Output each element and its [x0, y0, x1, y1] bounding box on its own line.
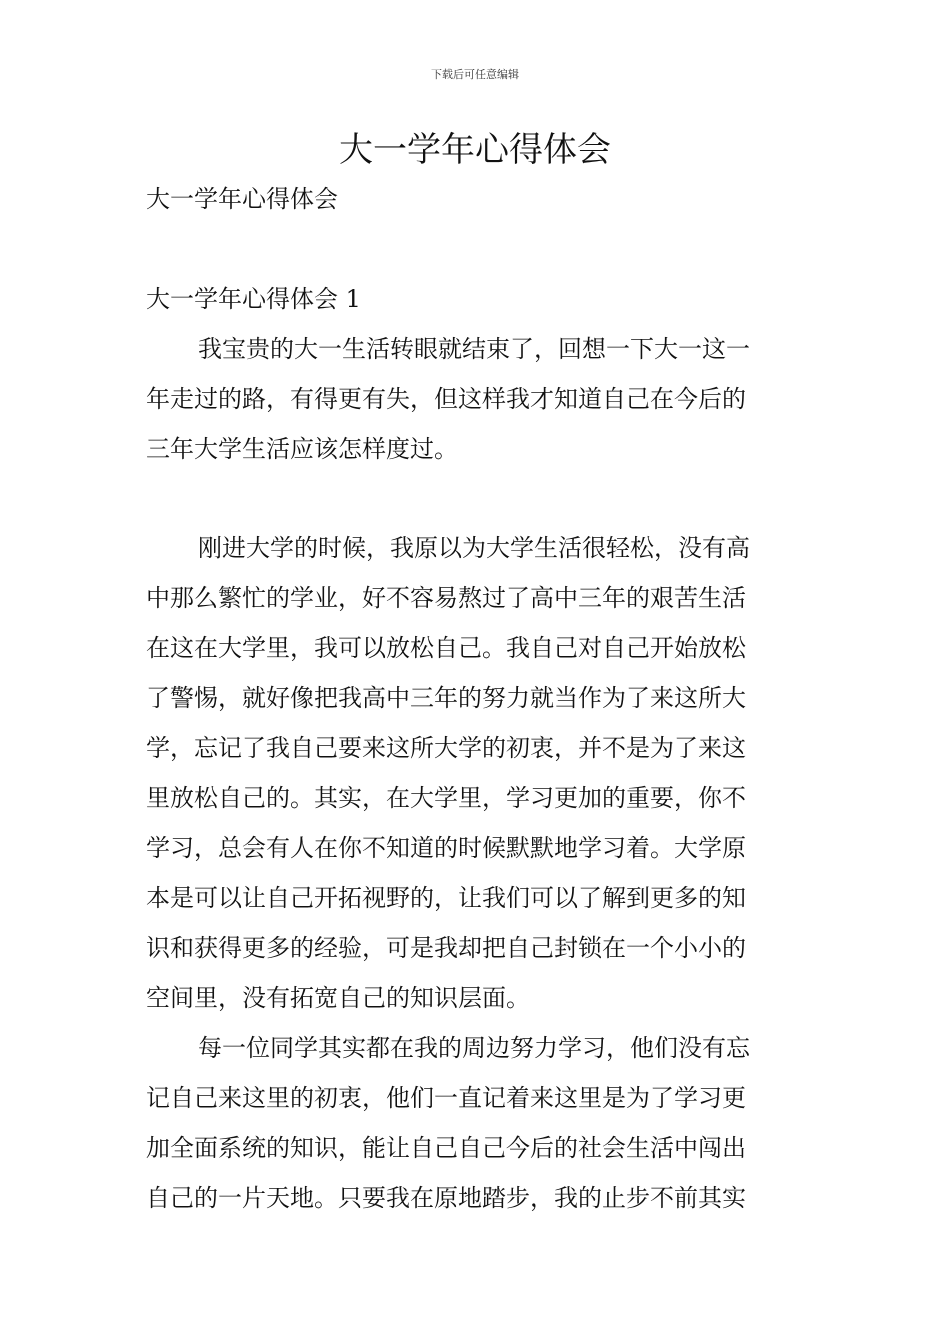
paragraph-2 [146, 533, 806, 1033]
section-heading: 大一学年心得体会 1 [146, 285, 361, 313]
document-subtitle: 大一学年心得体会 [146, 185, 338, 213]
paragraph-line: 记自己来这里的初衷，他们一直记着来这里是为了学习更 [146, 1084, 746, 1112]
paragraph-line: 年走过的路，有得更有失，但这样我才知道自己在今后的 [146, 385, 746, 413]
paragraph-line: 在这在大学里，我可以放松自己。我自己对自己开始放松 [146, 634, 746, 662]
paragraph-line: 加全面系统的知识，能让自己自己今后的社会生活中闯出 [146, 1134, 746, 1162]
paragraph-line: 中那么繁忙的学业，好不容易熬过了高中三年的艰苦生活 [146, 584, 746, 612]
paragraph-line: 刚进大学的时候，我原以为大学生活很轻松，没有高 [198, 534, 750, 562]
header-note: 下载后可任意编辑 [431, 68, 519, 81]
paragraph-line: 学习，总会有人在你不知道的时候默默地学习着。大学原 [146, 834, 746, 862]
paragraph-line: 自己的一片天地。只要我在原地踏步，我的止步不前其实 [146, 1184, 746, 1212]
paragraph-line: 本是可以让自己开拓视野的，让我们可以了解到更多的知 [146, 884, 746, 912]
paragraph-line: 三年大学生活应该怎样度过。 [146, 435, 458, 463]
paragraph-line: 里放松自己的。其实，在大学里，学习更加的重要，你不 [146, 784, 746, 812]
paragraph-line: 每一位同学其实都在我的周边努力学习，他们没有忘 [198, 1034, 750, 1062]
document-title: 大一学年心得体会 [339, 130, 611, 170]
paragraph-line: 学，忘记了我自己要来这所大学的初衷，并不是为了来这 [146, 734, 746, 762]
paragraph-line: 空间里，没有拓宽自己的知识层面。 [146, 984, 530, 1012]
paragraph-line: 识和获得更多的经验，可是我却把自己封锁在一个小小的 [146, 934, 746, 962]
paragraph-3 [146, 1033, 806, 1233]
paragraph-line: 我宝贵的大一生活转眼就结束了，回想一下大一这一 [198, 335, 750, 363]
paragraph-line: 了警惕，就好像把我高中三年的努力就当作为了来这所大 [146, 684, 746, 712]
paragraph-1 [146, 334, 806, 484]
